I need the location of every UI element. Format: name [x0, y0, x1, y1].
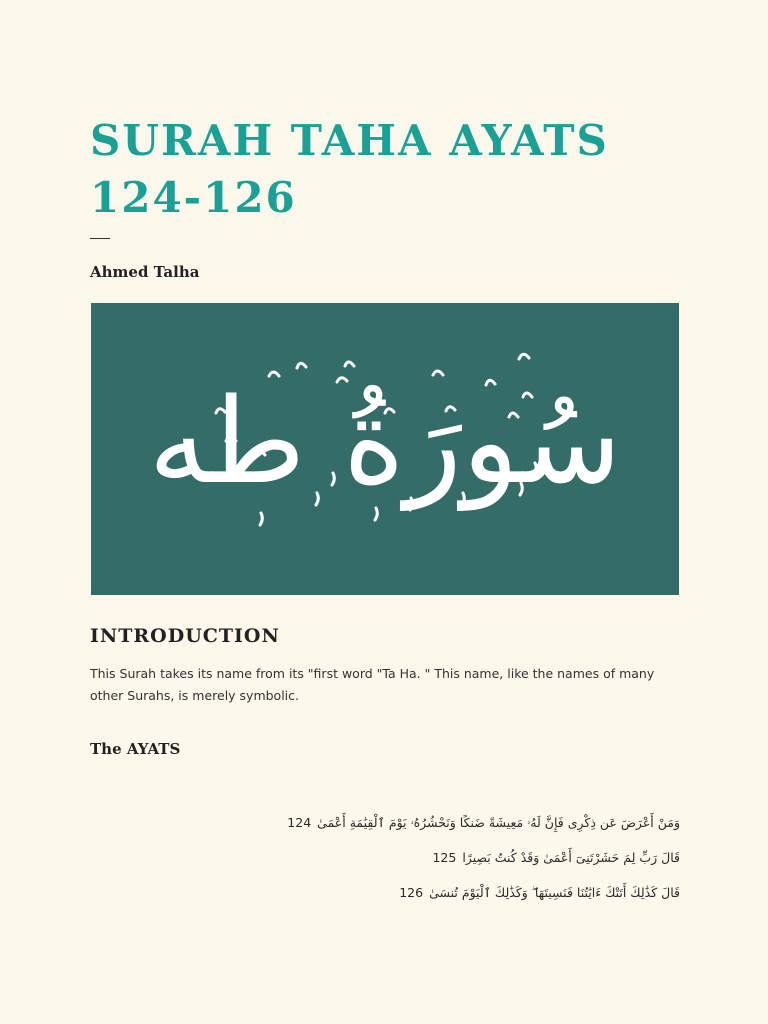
- page-title-line-2: 124-126: [90, 173, 297, 222]
- ayat-125: [428, 848, 680, 868]
- ayats-heading: The AYATS: [90, 740, 181, 758]
- ayat-text: وَمَنْ أَعْرَضَ عَن ذِكْرِى فَإِنَّ لَهُۥ مَعِيشَةً ضَنكًا وَنَحْشُرُهُۥ يَوْمَ ٱلْقِيَٰمَةِ أَعْمَىٰ: [317, 815, 680, 830]
- ayat-number: 125: [432, 850, 457, 865]
- author-name[interactable]: Ahmed Talha: [90, 263, 200, 281]
- ayat-124: [283, 813, 680, 833]
- introduction-text: This Surah takes its name from its "first word "Ta Ha. " This name, like the names of many other Surahs, is merely symbolic.: [90, 666, 655, 703]
- page-title: [90, 112, 710, 226]
- surah-taha-calligraphy: سُورَةُ طه: [148, 372, 622, 510]
- ayat-126: [395, 883, 680, 903]
- ayat-number: 124: [287, 815, 312, 830]
- title-divider: [90, 238, 110, 239]
- hero-image: [91, 303, 679, 595]
- page-title-line-1: SURAH TAHA AYATS: [90, 116, 609, 165]
- introduction-heading: INTRODUCTION: [90, 625, 280, 647]
- ayat-number: 126: [399, 885, 424, 900]
- ayat-text: قَالَ رَبِّ لِمَ حَشَرْتَنِىٓ أَعْمَىٰ وَقَدْ كُنتُ بَصِيرًا: [462, 850, 680, 865]
- ayat-text: قَالَ كَذَٰلِكَ أَتَتْكَ ءَايَٰتُنَا فَنَسِيتَهَا ۖ وَكَذَٰلِكَ ٱلْيَوْمَ تُنسَىٰ: [429, 885, 680, 900]
